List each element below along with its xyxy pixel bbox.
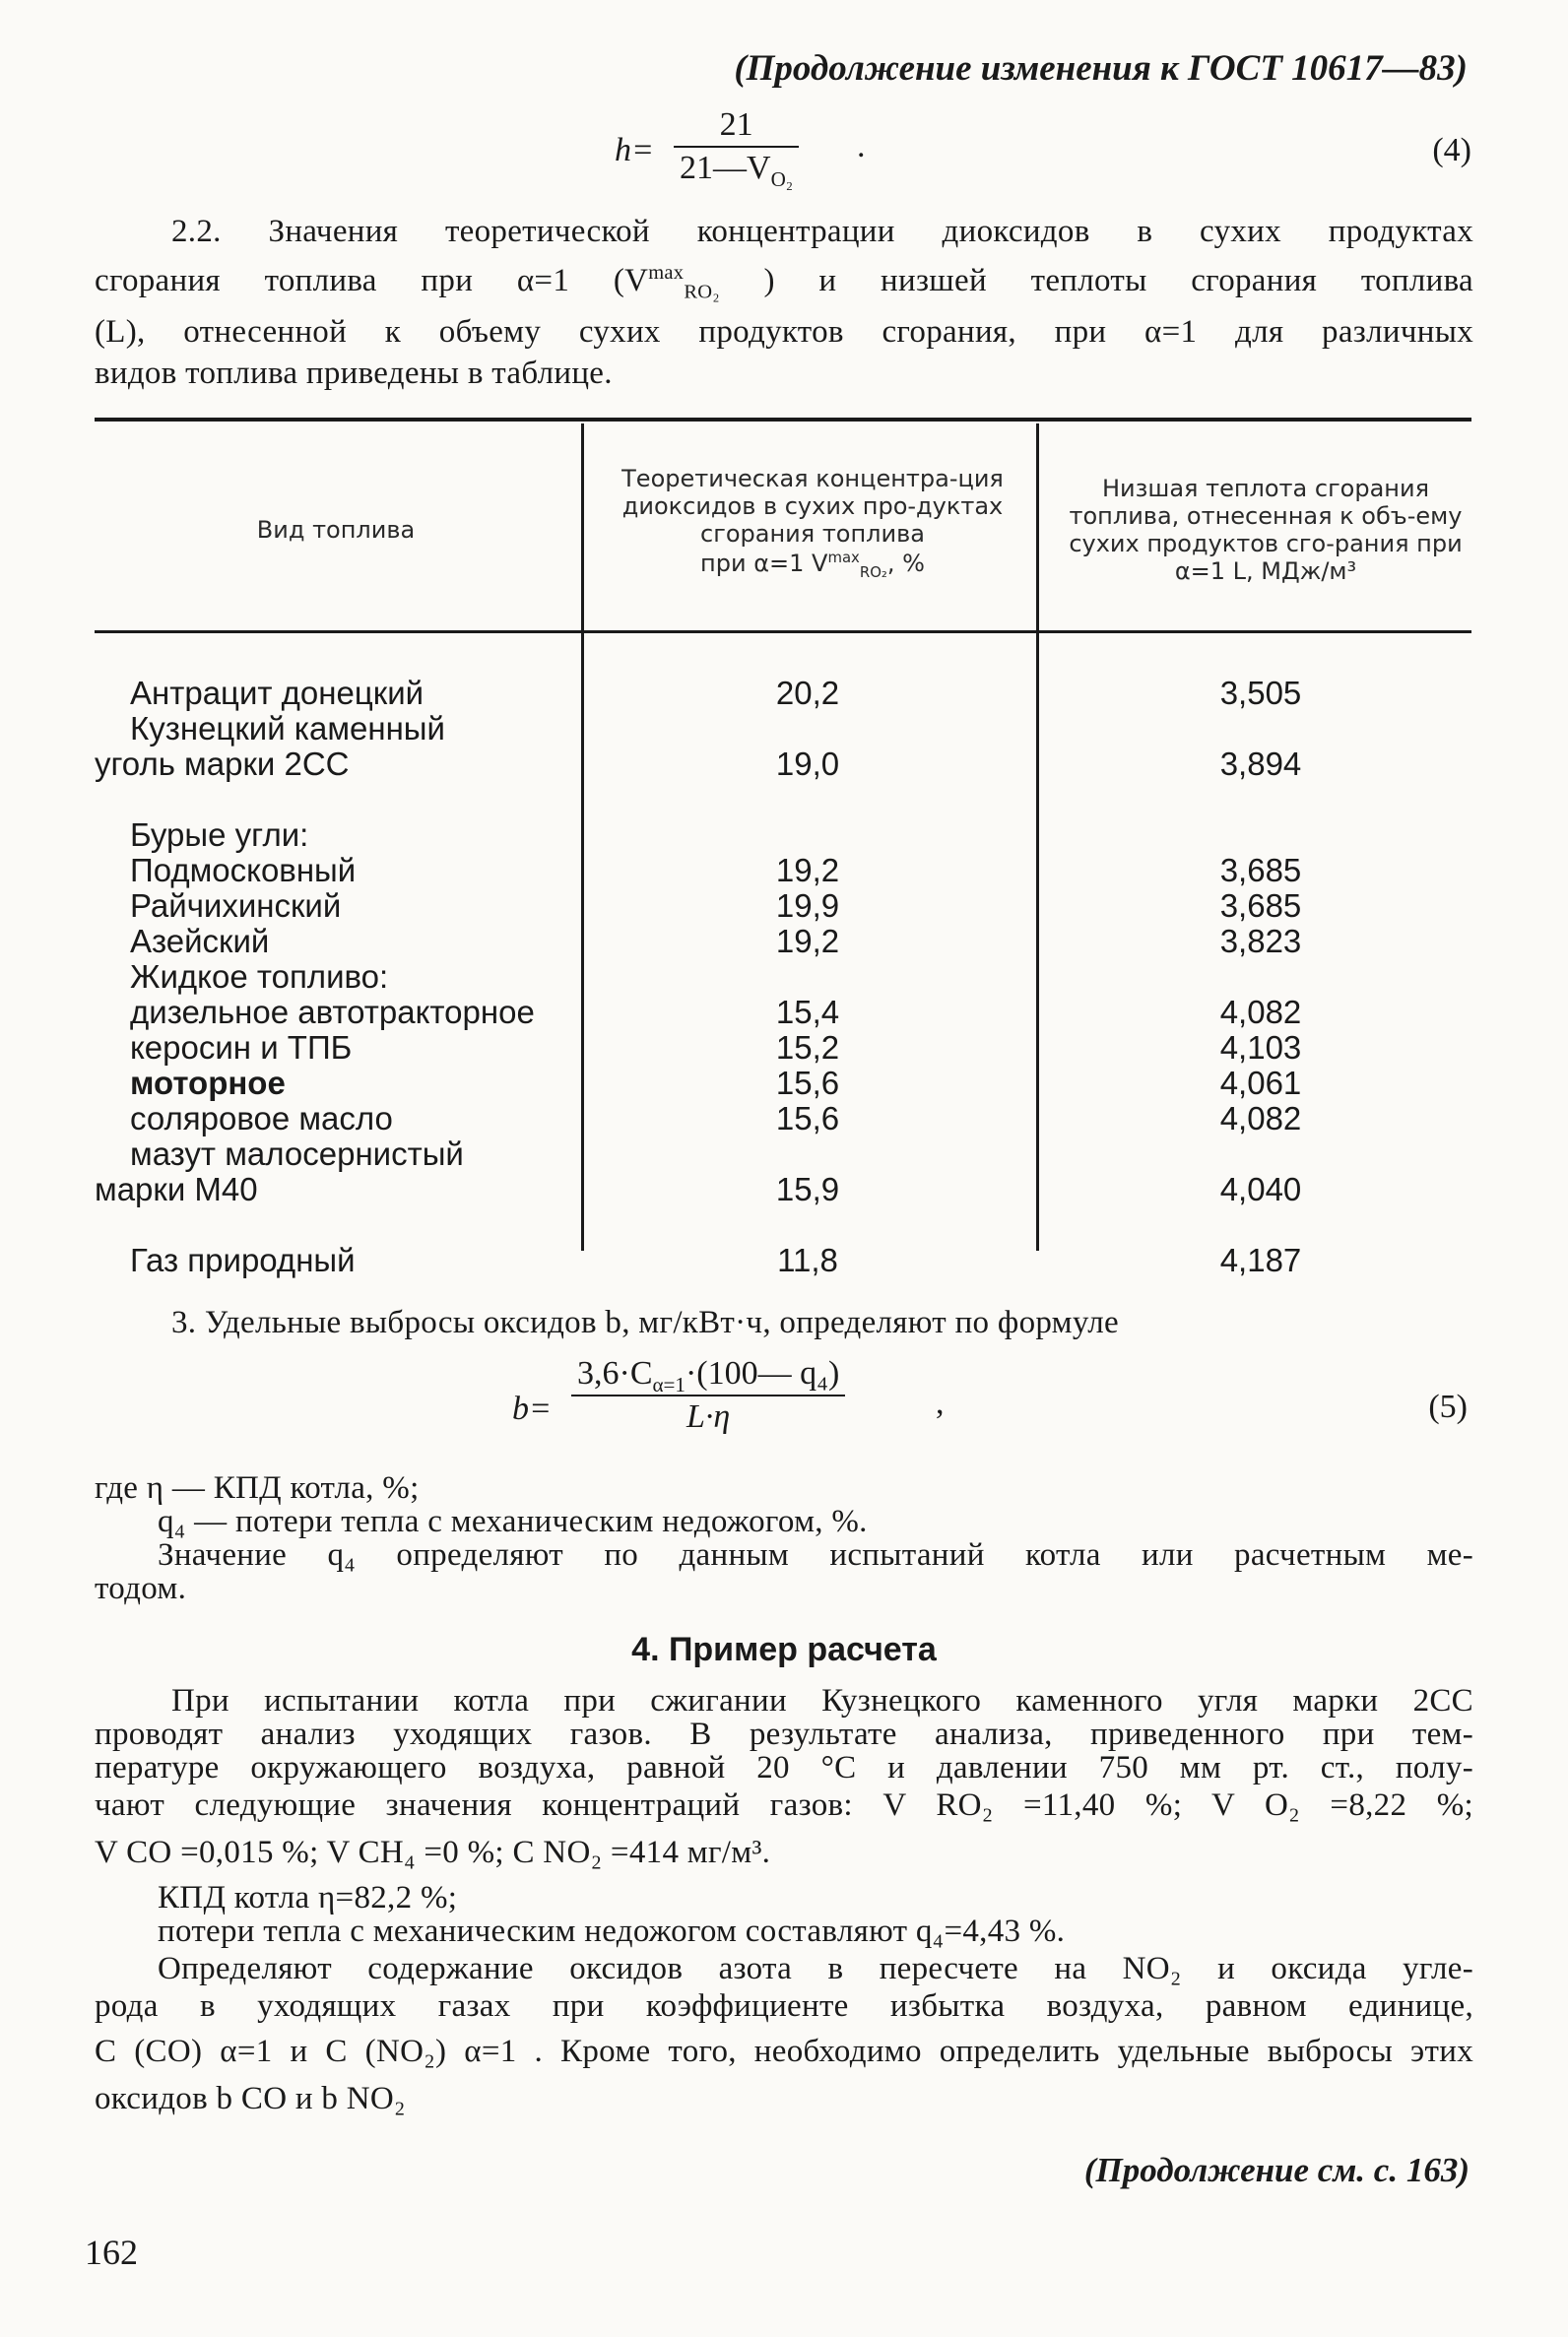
table-row-v1: 15,2 bbox=[775, 1029, 840, 1066]
table-row-name: Райчихинский bbox=[130, 887, 342, 924]
table-top-rule bbox=[95, 418, 1471, 422]
example-line-5: V CO =0,015 %; V CH₄ =0 %; C NO₂ =414 мг/м³. bbox=[95, 1835, 771, 1870]
table-row-v1: 15,6 bbox=[775, 1065, 840, 1101]
formula-5-fraction bbox=[571, 1355, 845, 1436]
para-2-2-line-1: 2.2. Значения теоретической концентрации диоксидов в сухих продуктах bbox=[171, 214, 1473, 249]
table-row-v1: 15,9 bbox=[775, 1171, 840, 1207]
table-row-v2: 3,823 bbox=[1219, 923, 1302, 959]
example-line-11: оксидов b CO и b NO₂ bbox=[95, 2081, 406, 2116]
table-row-v1: 19,9 bbox=[775, 887, 840, 924]
table-row-v2: 3,685 bbox=[1219, 887, 1302, 924]
formula-4-number: (4) bbox=[1432, 132, 1471, 168]
formula-4-numerator: 21 bbox=[719, 106, 753, 143]
table-row-v2: 4,082 bbox=[1219, 994, 1302, 1030]
table-row-name: Антрацит донецкий bbox=[130, 675, 425, 711]
table-row-v2: 4,103 bbox=[1219, 1029, 1302, 1066]
formula-4-fraction bbox=[674, 106, 799, 191]
table-header-fuel-type: Вид топлива bbox=[256, 516, 416, 544]
table-row-name: моторное bbox=[130, 1065, 286, 1101]
where-line-3: Значение q₄ определяют по данным испытаний котла или расчетным ме- bbox=[158, 1537, 1473, 1573]
formula-4-lhs: h= bbox=[615, 132, 654, 168]
table-row-name: Подмосковный bbox=[130, 852, 357, 888]
para-2-2-line-3: (L), отнесенной к объему сухих продуктов сгорания, при α=1 для различных bbox=[95, 314, 1473, 350]
table-row-v2: 4,082 bbox=[1219, 1100, 1302, 1136]
formula-4 bbox=[615, 98, 910, 197]
example-line-4: чают следующие значения концентраций газов: V RO₂ =11,40 %; V O₂ =8,22 %; bbox=[95, 1787, 1473, 1823]
table-row-v1: 20,2 bbox=[775, 675, 840, 711]
table-row-v2: 3,685 bbox=[1219, 852, 1302, 888]
formula-4-dot: . bbox=[857, 128, 866, 164]
table-header-heat: Низшая теплота сгорания топлива, отнесенная к объ-ему сухих продуктов сго-рания при α=1 L, МДж/м³ bbox=[1069, 475, 1463, 585]
table-row-v1: 19,2 bbox=[775, 852, 840, 888]
table-row-v2: 4,040 bbox=[1219, 1171, 1302, 1207]
table-row-v1: 19,2 bbox=[775, 923, 840, 959]
table-row-name: уголь марки 2СС bbox=[95, 746, 350, 782]
table-row-name: Азейский bbox=[130, 923, 270, 959]
section-3-text: 3. Удельные выбросы оксидов b, мг/кВт·ч, определяют по формуле bbox=[171, 1305, 1119, 1340]
example-line-8: Определяют содержание оксидов азота в пересчете на NO₂ и оксида угле- bbox=[158, 1951, 1473, 1986]
example-line-10: C (CO) α=1 и C (NO₂) α=1 . Кроме того, необходимо определить удельные выбросы этих bbox=[95, 2034, 1473, 2069]
where-line-4: тодом. bbox=[95, 1571, 187, 1606]
formula-5-denominator: L·η bbox=[686, 1398, 731, 1435]
formula-5-lhs: b= bbox=[512, 1391, 552, 1427]
table-row-v1: 15,4 bbox=[775, 994, 840, 1030]
page-number: 162 bbox=[85, 2233, 138, 2272]
page-header: (Продолжение изменения к ГОСТ 10617—83) bbox=[734, 48, 1468, 89]
table-row-v2: 3,505 bbox=[1219, 675, 1302, 711]
para-2-2-line-2: сгорания топлива при α=1 ($V^{max}_{RO_2}$ ) и низшей теплоты сгорания топлива bbox=[95, 262, 1473, 303]
table-row-v2: 4,061 bbox=[1219, 1065, 1302, 1101]
table-row-name: Жидкое топливо: bbox=[130, 958, 389, 995]
table-row-name: Кузнецкий каменный bbox=[130, 710, 445, 747]
example-line-1: При испытании котла при сжигании Кузнецкого каменного угля марки 2СС bbox=[171, 1683, 1473, 1719]
table-row-name: Газ природный bbox=[130, 1242, 356, 1278]
table-row-v2: 3,894 bbox=[1219, 746, 1302, 782]
formula-5-number: (5) bbox=[1428, 1389, 1468, 1425]
example-line-2: проводят анализ уходящих газов. В результате анализа, приведенного при тем- bbox=[95, 1717, 1473, 1752]
table-row-v1: 15,6 bbox=[775, 1100, 840, 1136]
where-line-2: q₄ — потери тепла с механическим недожогом, %. bbox=[158, 1504, 868, 1539]
formula-5-numerator: $3,6\cdot C_{\alpha=1}\cdot(100—$ q₄) bbox=[577, 1355, 840, 1396]
table-row-v1: 11,8 bbox=[777, 1242, 838, 1278]
table-header-concentration: Теоретическая концентра-ция диоксидов в сухих про-дуктах сгорания топлива при α=1 $V^{max}_{RO_2}$, % bbox=[621, 465, 1004, 581]
example-line-7: потери тепла с механическим недожогом составляют q₄=4,43 %. bbox=[158, 1914, 1066, 1949]
example-line-9: рода в уходящих газах при коэффициенте избытка воздуха, равном единице, bbox=[95, 1988, 1473, 2024]
para-2-2-line-4: видов топлива приведены в таблице. bbox=[95, 356, 613, 391]
table-row-name: Бурые угли: bbox=[130, 816, 309, 853]
table-header-rule bbox=[95, 630, 1471, 633]
where-line-1: где η — КПД котла, %; bbox=[95, 1470, 420, 1506]
formula-4-denominator: $21—V_{O_2}$ bbox=[680, 150, 794, 191]
continued-note: (Продолжение см. с. 163) bbox=[1083, 2151, 1470, 2189]
table-row-name: марки М40 bbox=[95, 1171, 258, 1207]
example-line-6: КПД котла η=82,2 %; bbox=[158, 1880, 458, 1915]
table-row-name: керосин и ТПБ bbox=[130, 1029, 353, 1066]
section-4-title: 4. Пример расчета bbox=[631, 1631, 937, 1668]
table-row-v1: 19,0 bbox=[775, 746, 840, 782]
example-line-3: пературе окружающего воздуха, равной 20 °С и давлении 750 мм рт. ст., полу- bbox=[95, 1750, 1473, 1785]
table-row-name: мазут малосернистый bbox=[130, 1136, 464, 1172]
formula-5-comma: , bbox=[936, 1385, 945, 1421]
table-row-v2: 4,187 bbox=[1219, 1242, 1302, 1278]
table-row-name: дизельное автотракторное bbox=[130, 994, 535, 1030]
formula-5 bbox=[512, 1355, 985, 1463]
table-row-name: соляровое масло bbox=[130, 1100, 393, 1136]
table-col-divider-2 bbox=[1036, 423, 1039, 1251]
